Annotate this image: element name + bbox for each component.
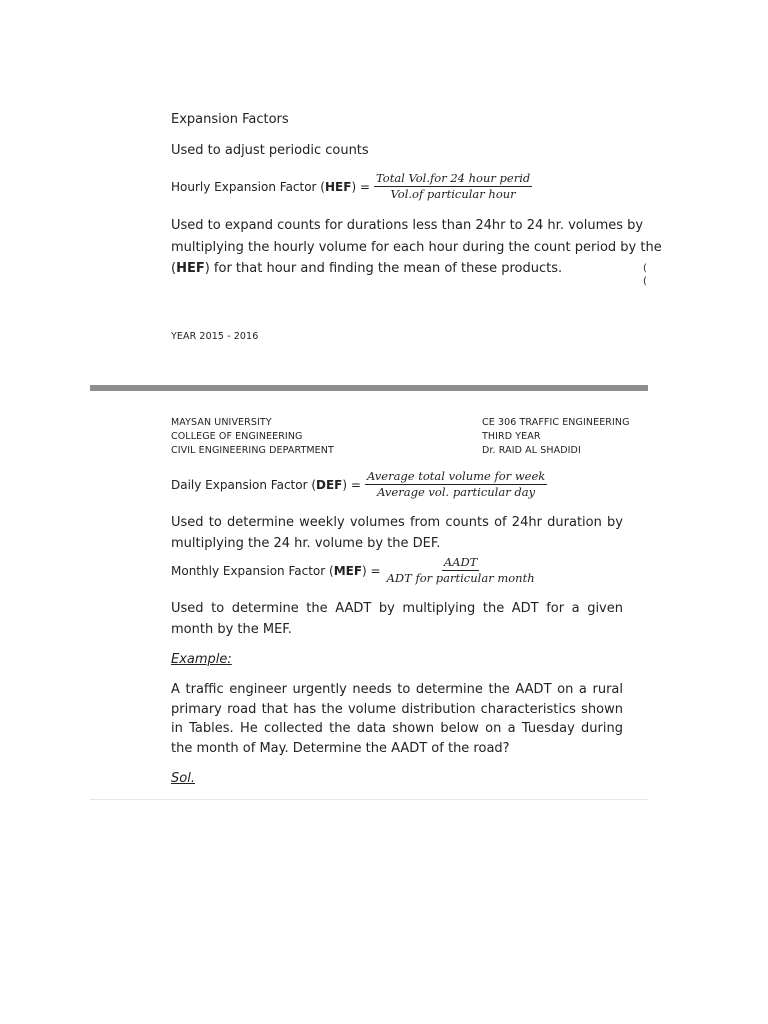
hef-numerator: Total Vol.for 24 hour perid [376, 171, 531, 185]
year-level: THIRD YEAR [482, 431, 541, 442]
college-name: COLLEGE OF ENGINEERING [171, 431, 303, 442]
instructor-name: Dr. RAID AL SHADIDI [482, 445, 581, 456]
page-bottom-divider [90, 799, 648, 800]
mef-label: Monthly Expansion Factor (MEF) = [171, 563, 381, 578]
def-numerator: Average total volume for week [366, 469, 546, 483]
mef-denominator: ADT for particular month [386, 571, 535, 585]
hef-label: Hourly Expansion Factor (HEF) = [171, 179, 370, 194]
margin-mark: ( [643, 276, 647, 287]
def-fraction [365, 470, 547, 499]
hef-paragraph [171, 215, 662, 280]
university-name: MAYSAN UNIVERSITY [171, 417, 272, 428]
course-name: CE 306 TRAFFIC ENGINEERING [482, 417, 630, 428]
mef-paragraph: Used to determine the AADT by multiplying the ADT for a given month by the MEF. [171, 601, 623, 637]
mef-fraction [385, 556, 537, 585]
margin-mark: ( [643, 263, 647, 274]
def-paragraph: Used to determine weekly volumes from counts of 24hr duration by multiplying the 24 hr. volume by the DEF. [171, 515, 623, 551]
page-divider [90, 385, 648, 391]
header-left [171, 416, 334, 458]
header-right [482, 416, 630, 458]
example-paragraph: A traffic engineer urgently needs to determine the AADT on a rural primary road that has the volume distribution characteristics shown in Tables. He collected the data shown below on a Tuesday during the month of May. Determine the AADT of the road? [171, 682, 623, 756]
hef-denominator: Vol.of particular hour [390, 187, 516, 201]
def-denominator: Average vol. particular day [377, 485, 536, 499]
hef-fraction [374, 172, 532, 201]
hef-paragraph-line: Used to expand counts for durations less than 24hr to 24 hr. volumes by [171, 218, 644, 233]
def-label: Daily Expansion Factor (DEF) = [171, 477, 361, 492]
solution-heading: Sol. [171, 771, 195, 786]
section-subheading: Used to adjust periodic counts [171, 143, 369, 158]
example-heading: Example: [171, 652, 232, 667]
def-formula [171, 470, 547, 499]
hef-paragraph-line: (HEF) for that hour and finding the mean of these products. [171, 261, 563, 276]
hef-paragraph-line: multiplying the hourly volume for each hour during the count period by the [171, 239, 662, 255]
mef-numerator: AADT [443, 555, 478, 569]
department-name: CIVIL ENGINEERING DEPARTMENT [171, 445, 334, 456]
mef-formula [171, 556, 537, 585]
hef-formula [171, 172, 532, 201]
footer-year: YEAR 2015 - 2016 [171, 331, 259, 342]
section-heading: Expansion Factors [171, 112, 289, 127]
